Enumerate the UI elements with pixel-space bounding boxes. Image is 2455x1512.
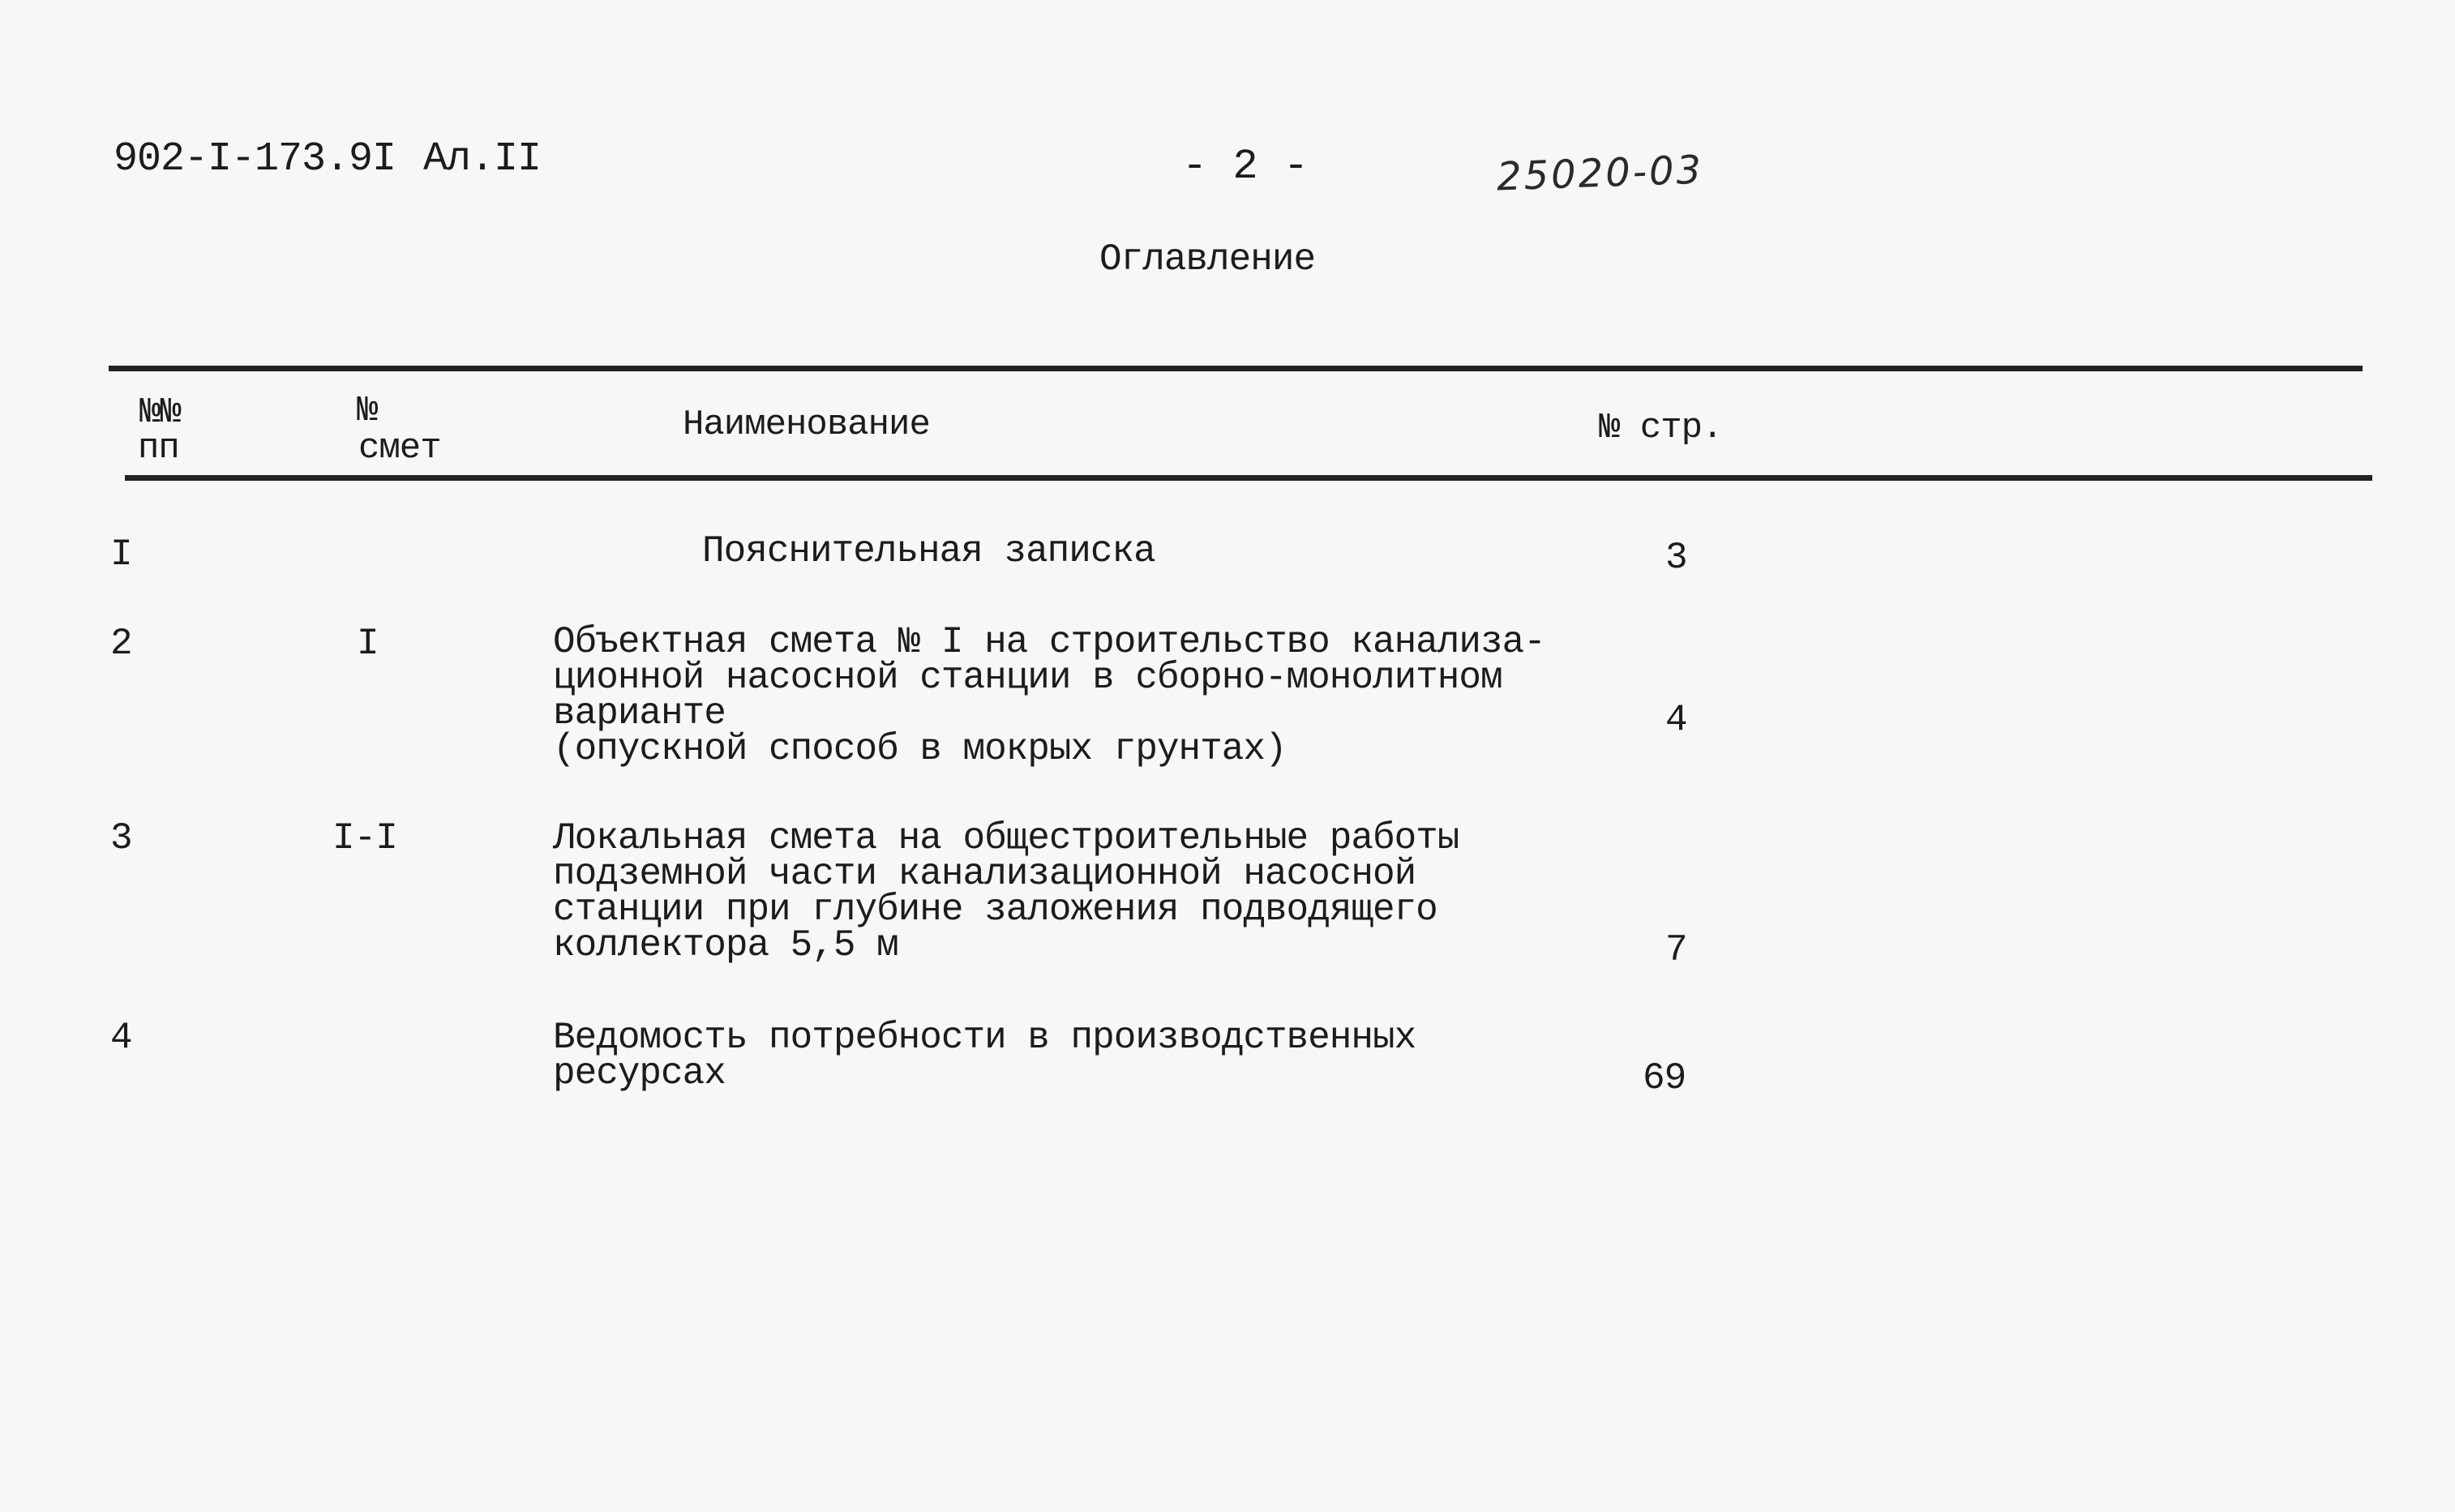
row-name-line: Ведомость потребности в производственных: [553, 1017, 1416, 1059]
row-number: 2: [110, 623, 132, 665]
row-name-line: Пояснительная записка: [702, 530, 1155, 572]
table-header-rule: [125, 475, 2372, 481]
col-header-num-line2: пп: [138, 428, 179, 469]
row-page: 7: [1665, 929, 1687, 971]
col-header-smeta-line2: смет: [358, 428, 441, 469]
row-name-line: варианте: [553, 692, 726, 735]
row-number: 4: [110, 1017, 132, 1059]
row-number: I: [110, 533, 132, 576]
page-number: - 2 -: [1182, 143, 1309, 191]
row-number: 3: [110, 817, 132, 859]
document-code: 902-I-173.9I: [114, 136, 396, 182]
row-name-line: Объектная смета № I на строительство канализа-: [553, 621, 1545, 663]
row-smeta-number: I: [357, 623, 379, 665]
col-header-name: Наименование: [683, 405, 930, 445]
row-name-line: ционной насосной станции в сборно-монолитном: [553, 657, 1502, 699]
row-name-line: коллектора 5,5 м: [553, 924, 898, 966]
col-header-smeta-line1: №: [357, 391, 378, 431]
sheet-label: Ал.II: [423, 136, 542, 182]
row-name-line: станции при глубине заложения подводящего: [553, 889, 1437, 931]
table-top-rule: [109, 366, 2363, 371]
row-page: 4: [1665, 699, 1687, 741]
handwritten-code: 25020-03: [1496, 147, 1704, 200]
row-page: 69: [1643, 1057, 1686, 1099]
row-name-line: подземной части канализационной насосной: [553, 853, 1416, 895]
row-page: 3: [1665, 537, 1687, 579]
row-name-line: ресурсах: [553, 1052, 726, 1094]
row-name-line: Локальная смета на общестроительные работы: [553, 817, 1459, 859]
row-name-line: (опускной способ в мокрых грунтах): [553, 728, 1287, 770]
col-header-num-line1: №№: [139, 392, 181, 433]
col-header-page: № стр.: [1599, 408, 1723, 448]
row-smeta-number: I-I: [332, 817, 397, 859]
page-title: Оглавление: [1099, 238, 1316, 281]
